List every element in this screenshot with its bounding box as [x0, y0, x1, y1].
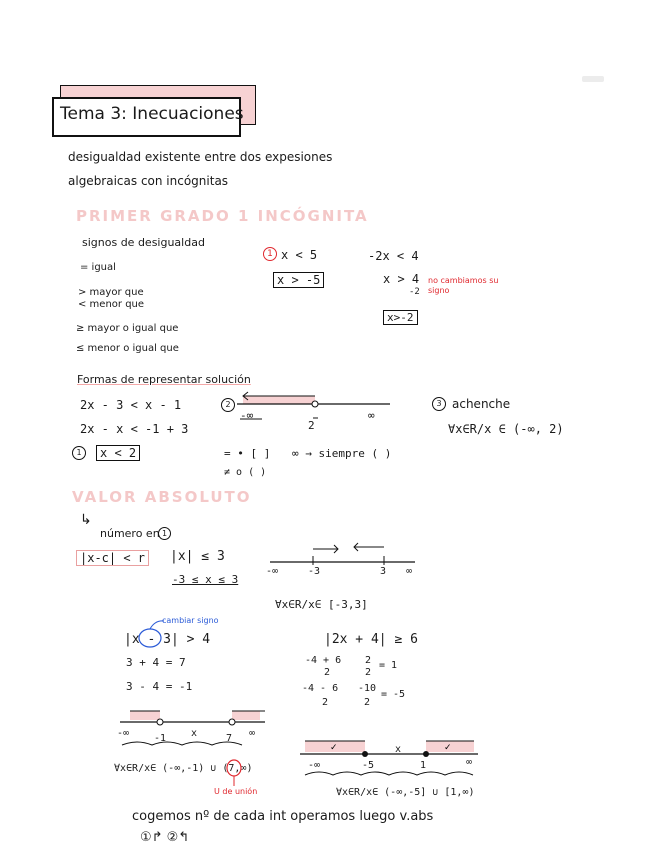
definition-line2: algebraicas con incógnitas [68, 174, 229, 188]
answer-marker: 1 [72, 446, 86, 460]
line-label: 1 [420, 760, 427, 771]
representation-heading: Formas de representar solución [77, 373, 251, 386]
interval-brace [305, 772, 473, 775]
set-marker: 3 [432, 397, 446, 411]
answer-boxed: x < 2 [96, 445, 140, 461]
set-title: achenche [452, 397, 511, 411]
set-notation: ∀x∈R/x ∈ (-∞, 2) [448, 422, 564, 436]
open-point [157, 719, 163, 725]
open-point [229, 719, 235, 725]
calc1-mid-den: 2 [365, 667, 372, 678]
abs-example1-calc: 3 - 4 = -1 [126, 680, 193, 693]
cambiar-signo-note: cambiar signo [162, 616, 219, 625]
abs-example-set: ∀x∈R/x∈ [-3,3] [275, 598, 368, 611]
signs-title: signos de desigualdad [82, 236, 205, 249]
calc2-mid-num: -10 [358, 683, 377, 694]
section-heading-valor-absoluto: VALOR ABSOLUTO [72, 488, 252, 506]
check-icon: ✓ [330, 743, 338, 753]
calc2-mid-den: 2 [364, 697, 371, 708]
abs-example2-set: ∀x∈R/x∈ (-∞,-5] ∪ [1,∞) [336, 787, 475, 798]
union-note: U de unión [214, 787, 258, 796]
footer-line1: cogemos nº de cada int operamos luego v.abs [132, 809, 434, 824]
example2-line1: -2x < 4 [368, 249, 419, 263]
line-label: -∞ [308, 760, 321, 771]
abs-rule: |x-c| < r [76, 550, 149, 566]
arrow-icon: ↳ [80, 512, 92, 528]
calc1-num: -4 + 6 [305, 655, 342, 666]
example1-boxed-result: x > -5 [273, 272, 324, 288]
line-label: -1 [154, 733, 167, 744]
graph-marker: 2 [221, 398, 235, 412]
representation-step: 2x - 3 < x - 1 [80, 398, 182, 412]
definition-line1: desigualdad existente entre dos expesiones [68, 150, 333, 164]
calc2-den: 2 [322, 697, 329, 708]
abs-example1-set: ∀x∈R/x∈ (-∞,-1) ∪ (7,∞) [114, 763, 253, 774]
example1-ineq: x < 5 [281, 248, 318, 262]
graph-label: ∞ [368, 409, 375, 422]
line-label: ∞ [466, 757, 473, 768]
page-title: Tema 3: Inecuaciones [60, 104, 244, 124]
interval-brace [122, 742, 242, 745]
example2-line2: x > 4 [383, 272, 420, 286]
solution-shade [243, 396, 315, 404]
numero-en-label: número en [100, 527, 160, 540]
bracket-rule-infinity: ∞ → siempre ( ) [292, 447, 392, 460]
sign-item: ≥ mayor o igual que [76, 323, 179, 334]
abs-example: |x| ≤ 3 [170, 549, 225, 564]
union-circle [227, 760, 241, 776]
line-label: 3 [380, 566, 387, 577]
open-point [312, 401, 318, 407]
abs-example1-ineq: |x - 3| > 4 [124, 632, 211, 647]
highlight-circle [139, 629, 161, 647]
calc1-res: = 1 [379, 660, 398, 671]
graph-label: 2 [308, 419, 315, 432]
line-label: ∞ [406, 566, 413, 577]
calc2-res: = -5 [381, 689, 406, 700]
example1-marker: 1 [263, 247, 277, 261]
sign-item: = igual [80, 262, 116, 273]
solution-shade [232, 711, 260, 720]
note-pointer [150, 621, 164, 629]
abs-example1-calc: 3 + 4 = 7 [126, 656, 186, 669]
sign-item: > mayor que [78, 287, 144, 298]
line-label: -∞ [117, 728, 130, 739]
calc1-den: 2 [324, 667, 331, 678]
abs-example2-ineq: |2x + 4| ≥ 6 [324, 632, 418, 647]
calc1-mid-num: 2 [365, 655, 372, 666]
bracket-rule-open: ≠ o ( ) [224, 467, 267, 478]
check-icon: ✓ [444, 743, 452, 753]
closed-point [362, 751, 368, 757]
line-label: 7 [226, 733, 233, 744]
sign-item: < menor que [78, 299, 145, 310]
abs-example-solved: -3 ≤ x ≤ 3 [172, 573, 239, 586]
example2-denominator: -2 [409, 287, 420, 297]
line-label: x [395, 744, 402, 755]
graph-label: -∞ [240, 409, 254, 422]
example2-result: x>-2 [383, 310, 418, 325]
line-label: ∞ [249, 728, 256, 739]
footer-line2: ①↱ ②↰ [140, 830, 190, 845]
line-label: -3 [308, 566, 321, 577]
line-label: -5 [362, 760, 375, 771]
sign-item: ≤ menor o igual que [76, 343, 179, 354]
section-heading-primer-grado: PRIMER GRADO 1 INCÓGNITA [76, 207, 369, 225]
calc2-num: -4 - 6 [302, 683, 339, 694]
line-label: x [191, 728, 198, 739]
closed-point [423, 751, 429, 757]
bracket-rule-closed: = • [ ] [224, 447, 271, 460]
sign-note: no cambiamos su signo [428, 276, 499, 295]
line-label: -∞ [266, 566, 279, 577]
representation-step: 2x - x < -1 + 3 [80, 422, 189, 436]
solution-shade [130, 711, 160, 720]
numero-marker: 1 [158, 527, 171, 540]
